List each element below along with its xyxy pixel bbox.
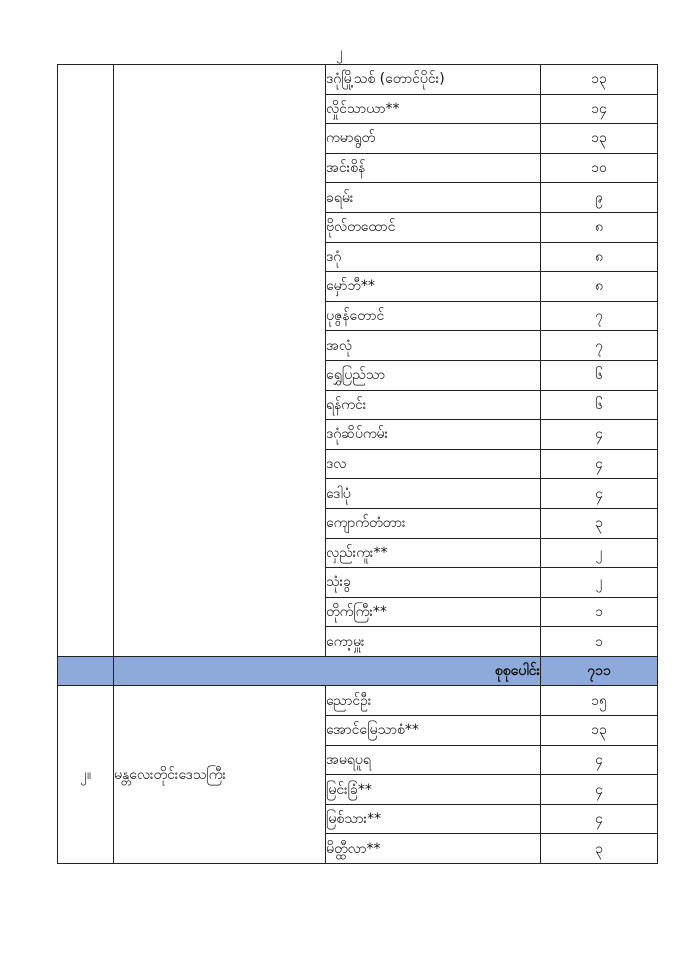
page-number: ၂ (336, 45, 343, 61)
table-row (58, 65, 658, 95)
township-name: လှည်းကူး** (326, 538, 541, 568)
township-name: ကမာရွတ် (326, 124, 541, 154)
township-count: ၃ (541, 834, 658, 864)
township-name: မှော်ဘီ** (326, 272, 541, 302)
township-name: ဒလ (326, 449, 541, 479)
table-body (58, 65, 658, 864)
township-name: ဒဂုံ (326, 242, 541, 272)
township-count: ၂ (541, 568, 658, 598)
township-count: ၁၃ (541, 124, 658, 154)
township-count: ၄ (541, 479, 658, 509)
township-count: ၁၄ (541, 94, 658, 124)
township-count: ၄ (541, 745, 658, 775)
township-count: ၆ (541, 360, 658, 390)
township-name: အင်းစိန် (326, 153, 541, 183)
township-count: ၁၃ (541, 65, 658, 95)
township-count: ၁၀ (541, 153, 658, 183)
township-count: ၆ (541, 390, 658, 420)
township-name: ရွှေပြည်သာ (326, 360, 541, 390)
township-name: ကျောက်တံတား (326, 508, 541, 538)
township-name: ဒေါပုံ (326, 479, 541, 509)
township-name: ကော့မှူး (326, 627, 541, 657)
township-name: ဒဂုံဆိပ်ကမ်း (326, 420, 541, 450)
total-blank-cell (58, 656, 114, 686)
township-count: ၂ (541, 538, 658, 568)
row-number-cell (58, 65, 114, 657)
region-cell (114, 65, 326, 657)
township-name: ညောင်ဦး (326, 686, 541, 716)
region-cell: မန္တလေးတိုင်းဒေသကြီး (114, 686, 326, 864)
township-count: ၄ (541, 420, 658, 450)
township-count: ၁ (541, 597, 658, 627)
table-row (58, 686, 658, 716)
township-count: ၁၅ (541, 686, 658, 716)
township-name: မြင်းခြံ** (326, 775, 541, 805)
township-name: ရန်ကင်း (326, 390, 541, 420)
township-count: ၄ (541, 775, 658, 805)
township-count: ၉ (541, 183, 658, 213)
township-count: ၈ (541, 242, 658, 272)
township-count: ၁၃ (541, 716, 658, 746)
township-name: အလုံ (326, 331, 541, 361)
township-count: ၃ (541, 508, 658, 538)
township-name: အမရပူရ (326, 745, 541, 775)
township-count: ၇ (541, 301, 658, 331)
township-name: ခရမ်း (326, 183, 541, 213)
township-name: တိုက်ကြီး** (326, 597, 541, 627)
township-name: ပုဇွန်တောင် (326, 301, 541, 331)
township-name: မိတ္ထီလာ** (326, 834, 541, 864)
township-count: ၁ (541, 627, 658, 657)
township-name: လှိုင်သာယာ** (326, 94, 541, 124)
total-label: စုစုပေါင်း (114, 656, 541, 686)
township-count: ၄ (541, 804, 658, 834)
total-row (58, 656, 658, 686)
township-name: အောင်မြေသာစံ** (326, 716, 541, 746)
row-number-cell: ၂။ (58, 686, 114, 864)
township-count: ၇ (541, 331, 658, 361)
township-table (57, 64, 658, 864)
township-name: ဒဂုံမြို့သစ် (တောင်ပိုင်း) (326, 65, 541, 95)
township-count: ၈ (541, 272, 658, 302)
township-name: ဗိုလ်တထောင် (326, 212, 541, 242)
township-count: ၄ (541, 449, 658, 479)
total-value: ၇၁၁ (541, 656, 658, 686)
township-name: သုံးခွ (326, 568, 541, 598)
township-name: မြစ်သား** (326, 804, 541, 834)
township-count: ၈ (541, 212, 658, 242)
